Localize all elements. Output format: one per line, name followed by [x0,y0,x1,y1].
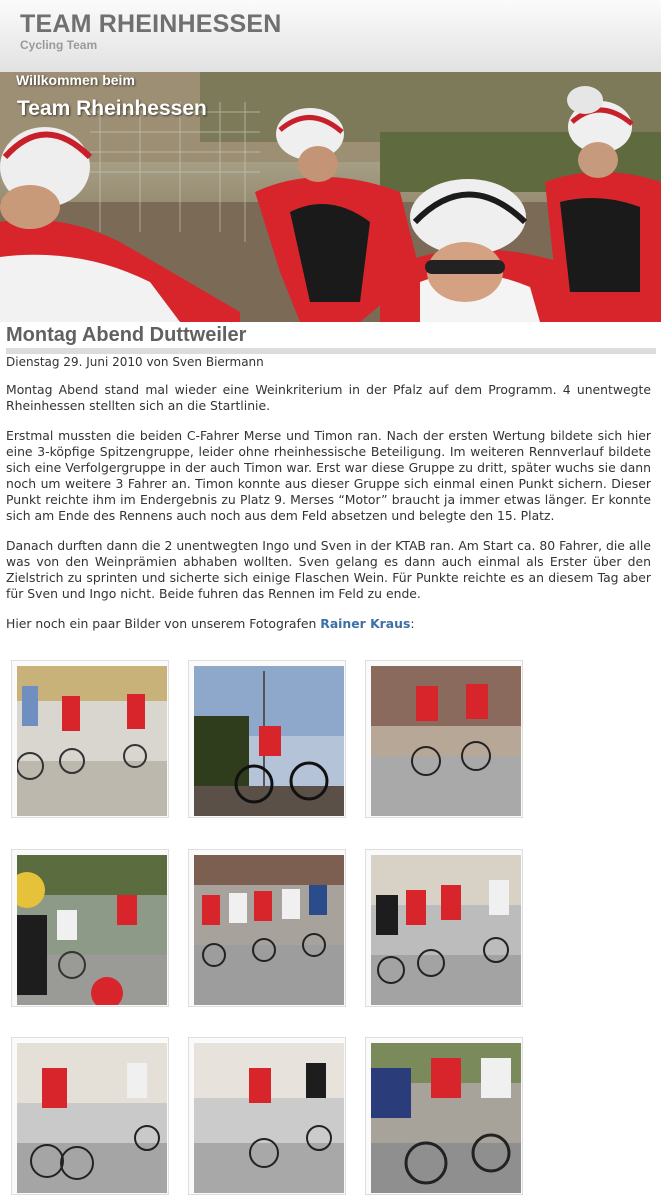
banner-welcome-text: Willkommen beim [16,72,135,88]
photo-thumbnail [371,666,521,816]
gallery-thumb-2[interactable] [188,660,346,818]
post-body [6,382,651,646]
site-header [0,0,661,73]
site-tagline: Cycling Team [20,38,98,52]
photo-thumbnail [194,855,344,1005]
header-banner [0,72,661,322]
paragraph: Montag Abend stand mal wieder eine Weinkriterium in der Pfalz auf dem Programm. 4 unentwegte Rheinhessen stellten sich an die Startlinie. [6,382,651,413]
paragraph: Danach durften dann die 2 unentwegten Ingo und Sven in der KTAB ran. Am Start ca. 80 Fahrer, die alle was von den Weinprämien abhaben wollten. Sven gelang es dann auch einmal als Erster über den Zielstrich zu sprinten und sicherte sich einige Flaschen Wein. Für Punkte reichte es an diesem Tag aber für Sven und Ingo nicht. Beide fuhren das Rennen im Feld zu ende. [6,538,651,601]
gallery-thumb-9[interactable] [365,1037,523,1195]
post-meta: Dienstag 29. Juni 2010 von Sven Biermann [6,355,264,369]
photo-thumbnail [17,855,167,1005]
gallery-thumb-4[interactable] [11,849,169,1007]
gallery-thumb-6[interactable] [365,849,523,1007]
gallery-thumb-7[interactable] [11,1037,169,1195]
photo-thumbnail [17,666,167,816]
gallery-thumb-5[interactable] [188,849,346,1007]
gallery-thumb-1[interactable] [11,660,169,818]
title-divider [6,348,656,354]
photo-thumbnail [194,1043,344,1193]
paragraph: Erstmal mussten die beiden C-Fahrer Merse und Timon ran. Nach der ersten Wertung bildete sich hier eine 3-köpfige Spitzengruppe, leider ohne rheinhessische Beteiligung. Im weiteren Rennverlauf bildete sich eine Verfolgergruppe in der auch Timon war. Erst war diese Gruppe zu dritt, später wuchs sie dann noch um weitere 3 Fahrer an. Timon konnte aus dieser Gruppe sich einmal einen Punkt sichern. Dieser Punkt reichte ihm im Endergebnis zu Platz 9. Merses “Motor” braucht ja immer etwas länger. Er konnte sich am Ende des Rennens auch noch aus dem Feld absetzen und belegte den 15. Platz. [6,428,651,523]
post-title[interactable]: Montag Abend Duttweiler [6,324,247,346]
banner-team-name: Team Rheinhessen [17,97,207,120]
photographer-link[interactable]: Rainer Kraus [320,616,411,631]
gallery-thumb-3[interactable] [365,660,523,818]
gallery-thumb-8[interactable] [188,1037,346,1195]
photo-thumbnail [17,1043,167,1193]
photographer-suffix: : [410,616,415,631]
photo-thumbnail [194,666,344,816]
site-title[interactable]: TEAM RHEINHESSEN [20,10,282,38]
photo-thumbnail [371,855,521,1005]
photographer-intro: Hier noch ein paar Bilder von unserem Fotografen [6,616,321,631]
photographer-line [6,616,651,632]
photo-thumbnail [371,1043,521,1193]
